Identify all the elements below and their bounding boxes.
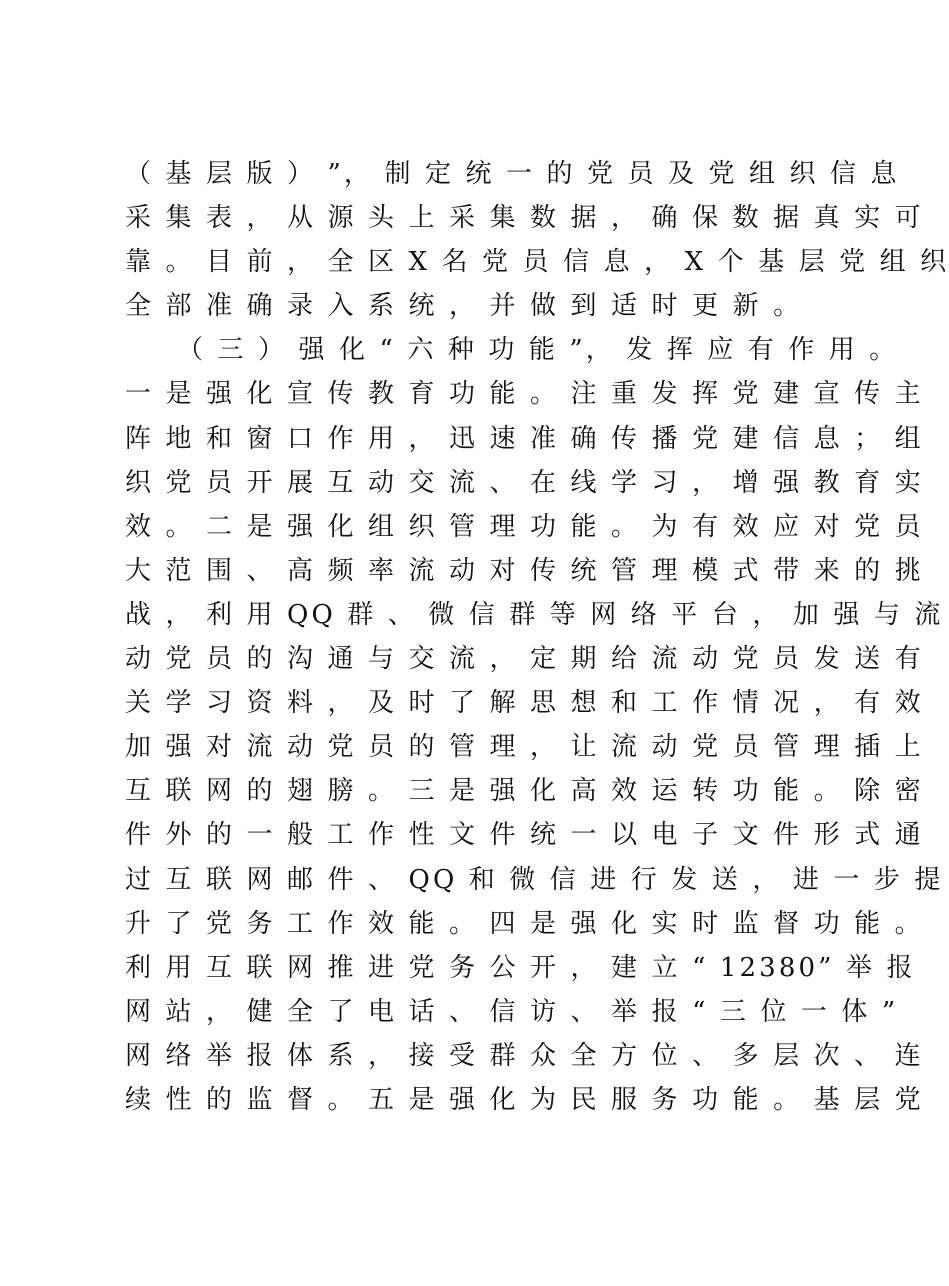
text-line: 织 党 员 开 展 互 动 交 流 、 在 线 学 习 ， 增 强 教 育 实	[125, 467, 924, 498]
text-line: 网 络 举 报 体 系 ， 接 受 群 众 全 方 位 、 多 层 次 、 连	[125, 1040, 924, 1071]
paragraph-1	[125, 152, 949, 328]
text-line: 阵 地 和 窗 口 作 用 ， 迅 速 准 确 传 播 党 建 信 息 ； 组	[125, 423, 924, 454]
text-line: 靠 。 目 前 ， 全 区 X 名 党 员 信 息 ， X 个 基 层 党 组 织	[125, 247, 949, 278]
text-line: 采 集 表 ， 从 源 头 上 采 集 数 据 ， 确 保 数 据 真 实 可	[125, 203, 924, 234]
text-line: 效 。 二 是 强 化 组 织 管 理 功 能 。 为 有 效 应 对 党 员	[125, 511, 924, 542]
text-line: 一 是 强 化 宣 传 教 育 功 能 。 注 重 发 挥 党 建 宣 传 主	[125, 379, 924, 410]
body-text	[125, 152, 949, 1122]
text-line: 互 联 网 的 翅 膀 。 三 是 强 化 高 效 运 转 功 能 。 除 密	[125, 776, 924, 807]
text-line: 利 用 互 联 网 推 进 党 务 公 开 ， 建 立 “ 12380” 举 报	[125, 952, 916, 983]
text-line: 网 站 ， 健 全 了 电 话 、 信 访 、 举 报 “ 三 位 一 体 ”	[125, 996, 899, 1027]
paragraph-2	[125, 328, 944, 1122]
text-line: （ 三 ） 强 化 “ 六 种 功 能 ”， 发 挥 应 有 作 用 。	[177, 335, 899, 366]
text-line: （ 基 层 版 ） ”， 制 定 统 一 的 党 员 及 党 组 织 信 息	[125, 159, 900, 189]
text-line: 关 学 习 资 料 ， 及 时 了 解 思 想 和 工 作 情 况 ， 有 效	[125, 688, 924, 719]
text-line: 升 了 党 务 工 作 效 能 。 四 是 强 化 实 时 监 督 功 能 。	[125, 908, 924, 939]
text-line: 全 部 准 确 录 入 系 统 ， 并 做 到 适 时 更 新 。	[125, 291, 803, 322]
text-line: 加 强 对 流 动 党 员 的 管 理 ， 让 流 动 党 员 管 理 插 上	[125, 732, 924, 763]
text-line: 大 范 围 、 高 频 率 流 动 对 传 统 管 理 模 式 带 来 的 挑	[125, 555, 924, 586]
text-line: 件 外 的 一 般 工 作 性 文 件 统 一 以 电 子 文 件 形 式 通	[125, 820, 924, 851]
text-line: 战 ， 利 用 QQ 群 、 微 信 群 等 网 络 平 台 ， 加 强 与 流	[125, 599, 944, 630]
text-line: 过 互 联 网 邮 件 、 QQ 和 微 信 进 行 发 送 ， 进 一 步 提	[125, 864, 944, 895]
text-line: 动 党 员 的 沟 通 与 交 流 ， 定 期 给 流 动 党 员 发 送 有	[125, 644, 924, 675]
text-line: 续 性 的 监 督 。 五 是 强 化 为 民 服 务 功 能 。 基 层 党	[125, 1084, 924, 1115]
